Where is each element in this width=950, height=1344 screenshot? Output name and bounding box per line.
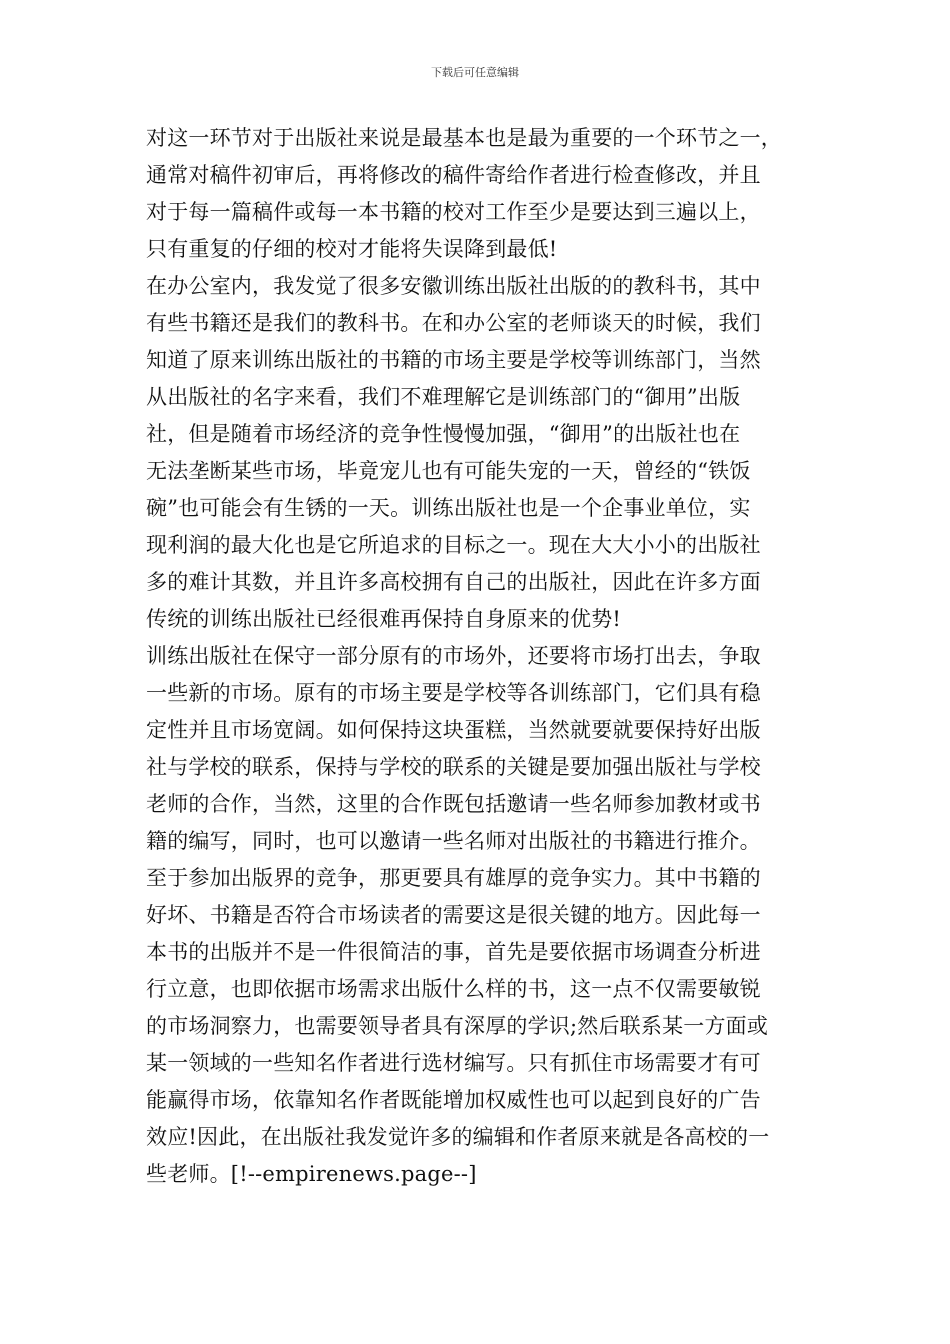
text-line: 至于参加出版界的竞争，那更要具有雄厚的竞争实力。其中书籍的 [146,866,761,890]
text-line: 些老师。[!--empirenews.page--] [146,1162,477,1186]
text-line: 对这一环节对于出版社来说是最基本也是最为重要的一个环节之一， [146,126,782,150]
text-line: 一些新的市场。原有的市场主要是学校等各训练部门，它们具有稳 [146,681,761,705]
text-line: 社与学校的联系，保持与学校的联系的关键是要加强出版社与学校 [146,755,761,779]
text-line: 碗”也可能会有生锈的一天。训练出版社也是一个企事业单位，实 [146,496,751,520]
text-line: 只有重复的仔细的校对才能将失误降到最低! [146,237,558,261]
text-line: 定性并且市场宽阔。如何保持这块蛋糕，当然就要就要保持好出版 [146,718,761,742]
page-header: 下载后可任意编辑 [431,66,519,79]
text-line: 社，但是随着市场经济的竞争性慢慢加强，“御用”的出版社也在 [146,422,741,446]
text-line: 的市场洞察力，也需要领导者具有深厚的学识;然后联系某一方面或 [146,1014,769,1038]
text-line: 传统的训练出版社已经很难再保持自身原来的优势! [146,607,622,631]
text-line: 效应!因此，在出版社我发觉许多的编辑和作者原来就是各高校的一 [146,1125,770,1149]
text-line: 能赢得市场，依靠知名作者既能增加权威性也可以起到良好的广告 [146,1088,761,1112]
text-line: 现利润的最大化也是它所追求的目标之一。现在大大小小的出版社 [146,533,761,557]
text-line: 老师的合作，当然，这里的合作既包括邀请一些名师参加教材或书 [146,792,761,816]
text-line: 行立意，也即依据市场需求出版什么样的书，这一点不仅需要敏锐 [146,977,761,1001]
text-line: 知道了原来训练出版社的书籍的市场主要是学校等训练部门，当然 [146,348,761,372]
text-line: 本书的出版并不是一件很简洁的事，首先是要依据市场调查分析进 [146,940,761,964]
text-line: 某一领域的一些知名作者进行选材编写。只有抓住市场需要才有可 [146,1051,761,1075]
text-line: 对于每一篇稿件或每一本书籍的校对工作至少是要达到三遍以上， [146,200,761,224]
text-line: 从出版社的名字来看，我们不难理解它是训练部门的“御用”出版 [146,385,741,409]
text-line: 籍的编写，同时，也可以邀请一些名师对出版社的书籍进行推介。 [146,829,761,853]
text-line: 通常对稿件初审后，再将修改的稿件寄给作者进行检查修改，并且 [146,163,761,187]
text-line: 无法垄断某些市场，毕竟宠儿也有可能失宠的一天，曾经的“铁饭 [146,459,751,483]
text-line: 有些书籍还是我们的教科书。在和办公室的老师谈天的时候，我们 [146,311,761,335]
text-line: 好坏、书籍是否符合市场读者的需要这是很关键的地方。因此每一 [146,903,761,927]
text-line: 多的难计其数，并且许多高校拥有自己的出版社，因此在许多方面 [146,570,761,594]
body-text [146,120,816,1193]
text-line: 训练出版社在保守一部分原有的市场外，还要将市场打出去，争取 [146,644,761,668]
text-line: 在办公室内，我发觉了很多安徽训练出版社出版的的教科书，其中 [146,274,761,298]
